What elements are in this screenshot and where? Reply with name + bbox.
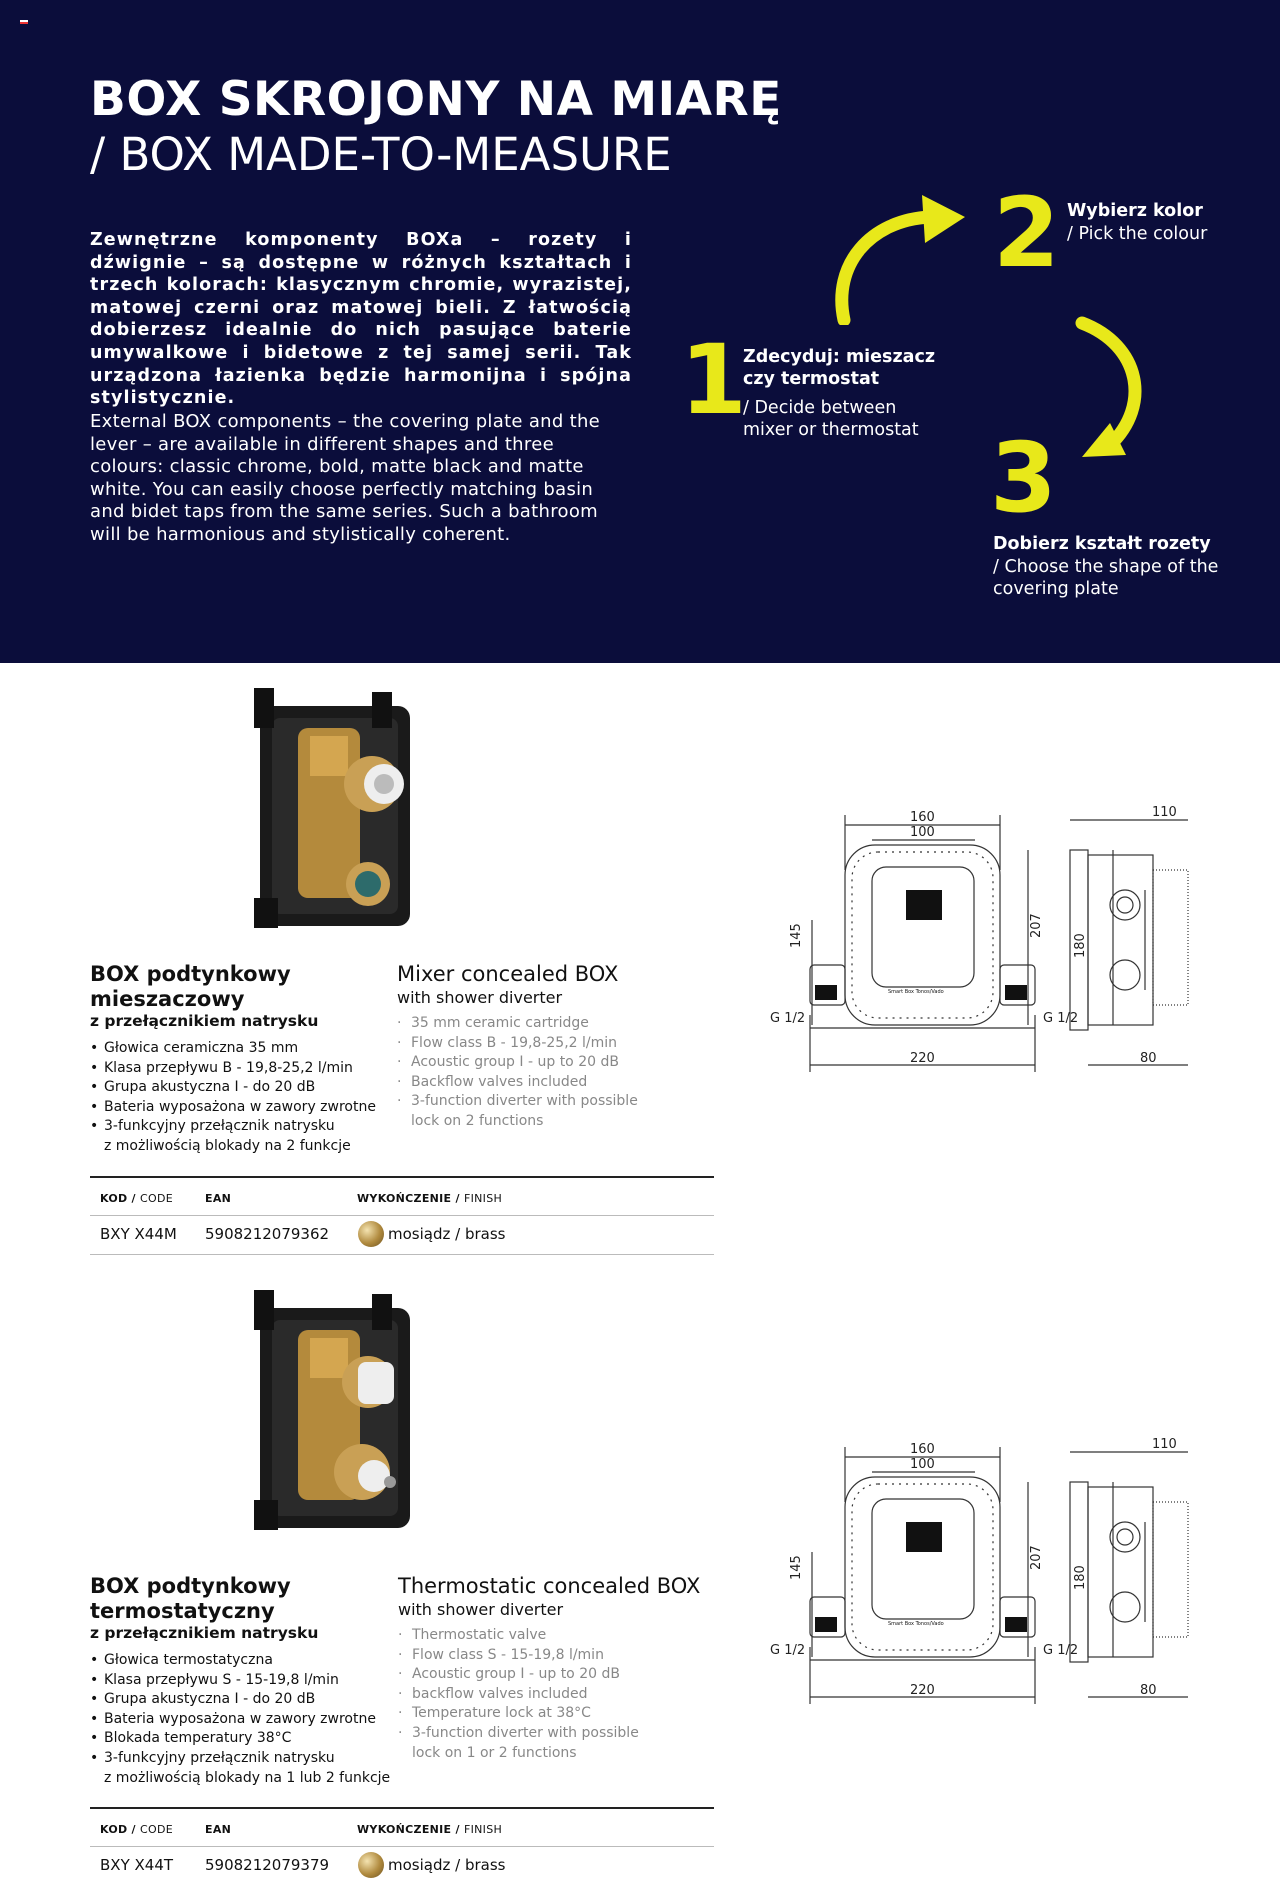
hero-section (0, 0, 1280, 663)
list-item: · 35 mm ceramic cartridge (397, 1014, 638, 1034)
language-flag-icon (20, 20, 28, 25)
page-title: BOX SKROJONY NA MIARĘ (90, 72, 782, 127)
product-1-name: BOX podtynkowy mieszaczowy (90, 962, 291, 1011)
list-item: · Flow class B - 19,8-25,2 l/min (397, 1034, 638, 1054)
step-number-1: 1 (680, 324, 747, 436)
product-2-features-pl (90, 1651, 390, 1788)
dim-label: 100 (910, 1457, 935, 1472)
dim-label: G 1/2 (1043, 1011, 1079, 1026)
table-header: KOD / CODE EAN WYKOŃCZENIE / FINISH (100, 1192, 503, 1205)
brass-finish-swatch (358, 1221, 384, 1247)
dim-label: 207 (1029, 1545, 1044, 1570)
step-2-title: Wybierz kolor (1067, 201, 1203, 221)
list-item: • 3-funkcyjny przełącznik natrysku z możliwością blokady na 2 funkcje (90, 1117, 376, 1156)
curved-arrow-icon (1070, 315, 1170, 465)
mixer-box-product-image (250, 688, 436, 938)
product-1-subtitle: z przełącznikiem natrysku (90, 1012, 319, 1030)
dim-label: 145 (789, 1555, 804, 1580)
dim-label: 80 (1140, 1683, 1157, 1698)
list-item: · Temperature lock at 38°C (398, 1704, 639, 1724)
product-2-name: BOX podtynkowy termostatyczny (90, 1574, 291, 1623)
product-1-name-en: Mixer concealed BOX (397, 962, 619, 986)
step-3-subtitle: / Choose the shape of the covering plate (993, 557, 1219, 599)
list-item: · Acoustic group I - up to 20 dB (397, 1053, 638, 1073)
dim-label: G 1/2 (1043, 1643, 1079, 1658)
dim-label: G 1/2 (770, 1643, 806, 1658)
product-2-subtitle: z przełącznikiem natrysku (90, 1624, 319, 1642)
list-item: • Klasa przepływu B - 19,8-25,2 l/min (90, 1059, 376, 1079)
step-2-subtitle: / Pick the colour (1067, 224, 1208, 244)
list-item: • Bateria wyposażona w zawory zwrotne (90, 1710, 390, 1730)
dim-label: 207 (1029, 913, 1044, 938)
step-number-2: 2 (993, 177, 1060, 289)
list-item: • 3-funkcyjny przełącznik natrysku z możliwością blokady na 1 lub 2 funkcje (90, 1749, 390, 1788)
dim-label: 145 (789, 923, 804, 948)
technical-drawing-1 (770, 790, 1230, 1075)
technical-drawing-2 (770, 1422, 1230, 1707)
dim-label: 160 (910, 810, 935, 825)
step-number-3: 3 (990, 422, 1057, 534)
page-subtitle: / BOX MADE-TO-MEASURE (90, 128, 672, 181)
product-2-features-en (398, 1626, 639, 1763)
list-item: · Flow class S - 15-19,8 l/min (398, 1646, 639, 1666)
list-item: • Grupa akustyczna I - do 20 dB (90, 1078, 376, 1098)
thermostatic-box-product-image (250, 1290, 436, 1540)
list-item: • Grupa akustyczna I - do 20 dB (90, 1690, 390, 1710)
list-item: • Blokada temperatury 38°C (90, 1729, 390, 1749)
product-2-subtitle-en: with shower diverter (398, 1600, 564, 1619)
dim-label: 80 (1140, 1051, 1157, 1066)
list-item: • Głowica ceramiczna 35 mm (90, 1039, 376, 1059)
dim-label: 100 (910, 825, 935, 840)
dim-label: 180 (1073, 1565, 1088, 1590)
product-2-name-en: Thermostatic concealed BOX (398, 1574, 701, 1598)
table-header: KOD / CODE EAN WYKOŃCZENIE / FINISH (100, 1823, 503, 1836)
dim-label: 110 (1152, 805, 1177, 820)
intro-text-pl: Zewnętrzne komponenty BOXa – rozety i dźwignie – są dostępne w różnych kształtach i trzech kolorach: klasycznym chromie, wyrazistej, matowej czerni oraz matowej bieli. Z łatwością dobierzesz idealnie do nich pasujące baterie umywalkowe i bidetowe z tej samej serii. Tak urządzona łazienka będzie harmonijna i spójna stylistycznie. (90, 230, 632, 409)
list-item: · Backflow valves included (397, 1073, 638, 1093)
product-1-features-pl (90, 1039, 376, 1157)
product-1-subtitle-en: with shower diverter (397, 988, 563, 1007)
dim-label: 220 (910, 1683, 935, 1698)
dim-label: 220 (910, 1051, 935, 1066)
brass-finish-swatch (358, 1852, 384, 1878)
list-item: • Głowica termostatyczna (90, 1651, 390, 1671)
dim-label: 110 (1152, 1437, 1177, 1452)
list-item: · backflow valves included (398, 1685, 639, 1705)
list-item: • Bateria wyposażona w zawory zwrotne (90, 1098, 376, 1118)
product-2-table (90, 1807, 714, 1885)
list-item: · 3-function diverter with possible lock on 1 or 2 functions (398, 1724, 639, 1763)
table-row: BXY X44T 5908212079379 mosiądz / brass (90, 1846, 714, 1885)
step-1-title: Zdecyduj: mieszacz czy termostat (743, 347, 936, 389)
list-item: · Thermostatic valve (398, 1626, 639, 1646)
plate-label: Smart Box Tonos/Vado (888, 1621, 944, 1627)
plate-label: Smart Box Tonos/Vado (888, 989, 944, 995)
step-3-title: Dobierz kształt rozety (993, 534, 1211, 554)
table-row: BXY X44M 5908212079362 mosiądz / brass (90, 1215, 714, 1255)
list-item: • Klasa przepływu S - 15-19,8 l/min (90, 1671, 390, 1691)
intro-text-en: External BOX components – the covering plate and the lever – are available in different shapes and three colours: classic chrome, bold, matte black and matte white. You can easily choose perfectly matching basin and bidet taps from the same series. Such a bathroom will be harmonious and stylistically coherent. (90, 411, 601, 545)
step-1-subtitle: / Decide between mixer or thermostat (743, 398, 919, 440)
product-1-features-en (397, 1014, 638, 1132)
product-1-table (90, 1176, 714, 1255)
dim-label: G 1/2 (770, 1011, 806, 1026)
curved-arrow-icon (830, 195, 970, 325)
dim-label: 180 (1073, 933, 1088, 958)
dim-label: 160 (910, 1442, 935, 1457)
list-item: · Acoustic group I - up to 20 dB (398, 1665, 639, 1685)
list-item: · 3-function diverter with possible lock on 2 functions (397, 1092, 638, 1131)
